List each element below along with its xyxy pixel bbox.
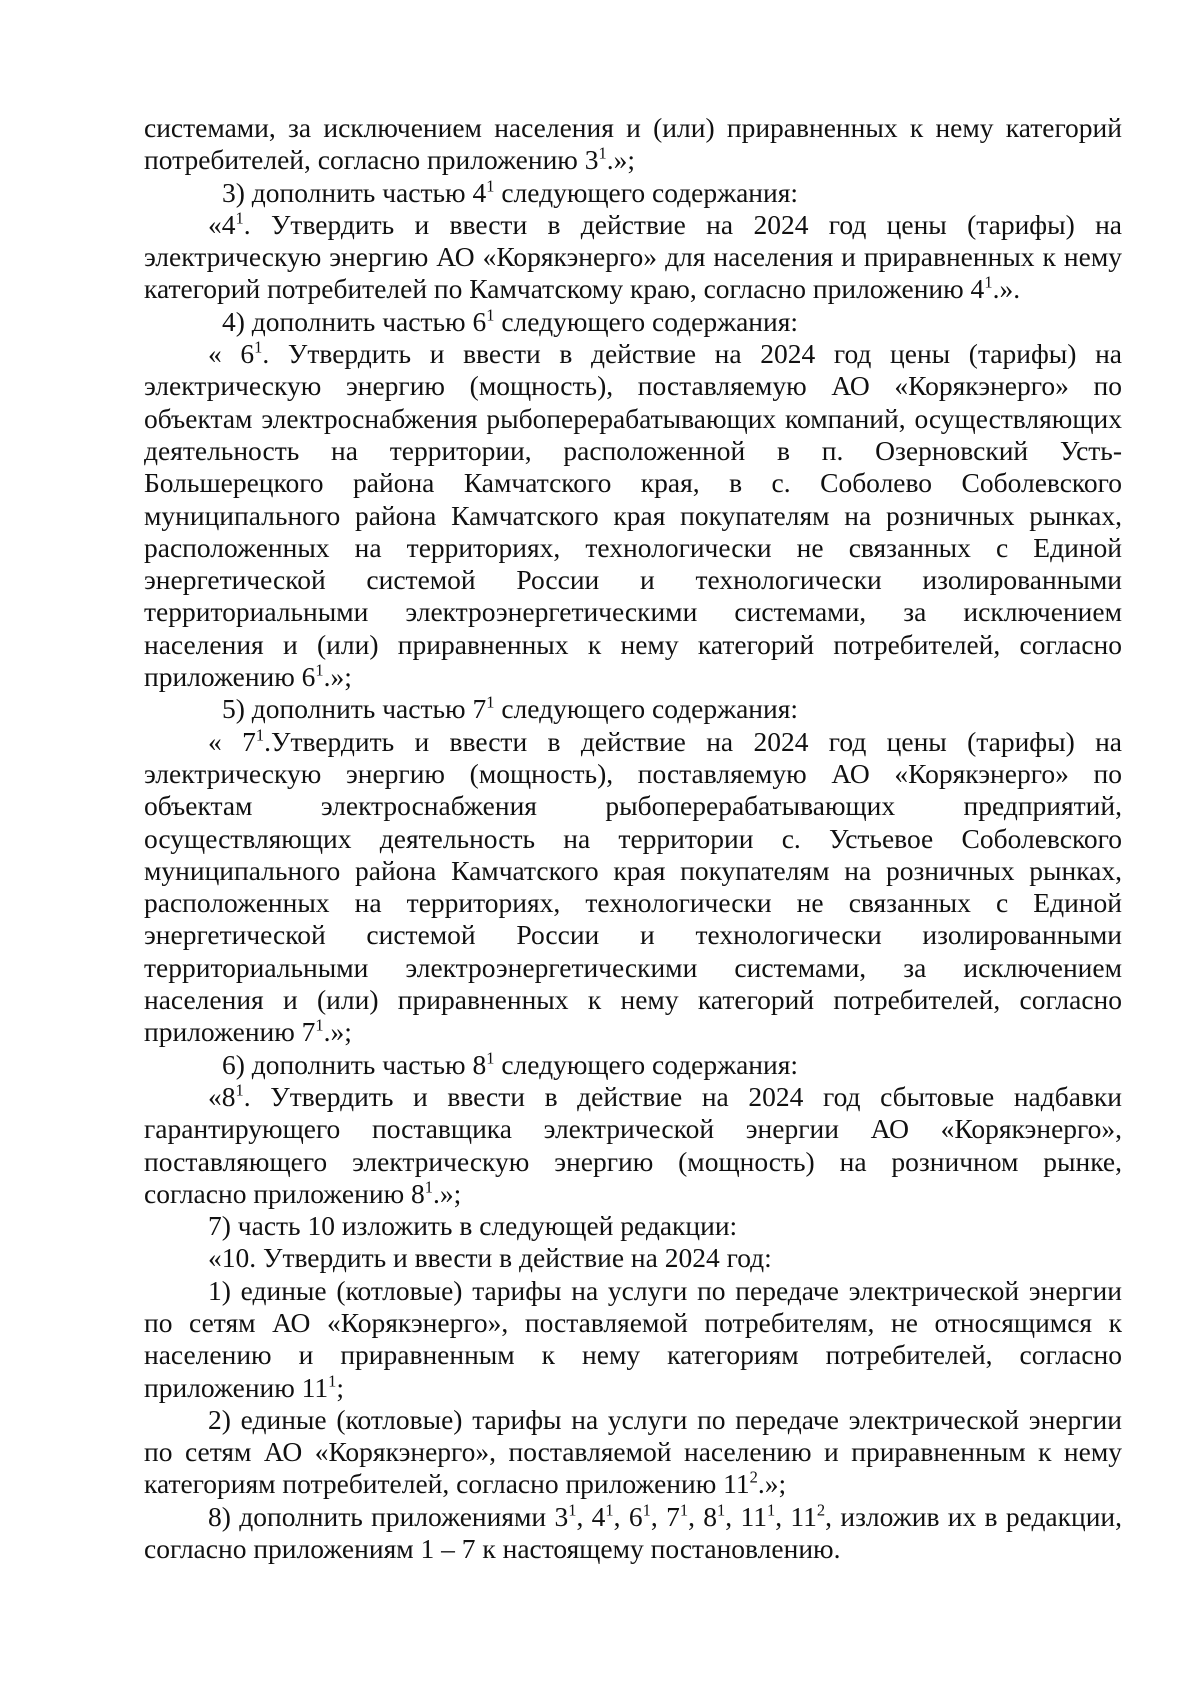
text-fragment: следующего содержания:: [494, 1048, 799, 1080]
text-fragment: .»;: [323, 661, 352, 693]
paragraph-part-10: [144, 1242, 1122, 1274]
text-fragment: 3) дополнить частью 4: [222, 176, 487, 208]
superscript: 1: [598, 143, 607, 163]
paragraph-item-8: [144, 1501, 1122, 1566]
text-fragment: 4) дополнить частью 6: [222, 305, 487, 337]
text-fragment: 7) часть 10 изложить в следующей редакции:: [208, 1210, 738, 1242]
text-fragment: ;: [336, 1371, 345, 1403]
text-fragment: , 6: [613, 1500, 643, 1532]
superscript: 1: [605, 1500, 614, 1520]
text-fragment: системами, за исключением населения и (или) приравненных к нему категорий потребителей, согласно приложению 3: [144, 112, 1122, 176]
superscript: 1: [235, 208, 244, 228]
text-fragment: .»;: [606, 144, 635, 176]
text-fragment: .»;: [432, 1177, 462, 1209]
text-fragment: , 11: [725, 1500, 767, 1532]
superscript: 1: [315, 660, 324, 680]
superscript: 2: [816, 1500, 826, 1520]
text-fragment: следующего содержания:: [494, 305, 799, 337]
text-fragment: «10. Утвердить и ввести в действие на 2024 год:: [208, 1242, 772, 1274]
superscript: 1: [679, 1500, 689, 1520]
text-fragment: .».: [992, 273, 1021, 305]
paragraph-part-7-1: [144, 726, 1122, 1049]
text-fragment: , 8: [688, 1500, 718, 1532]
superscript: 1: [328, 1370, 337, 1390]
text-fragment: «4: [208, 208, 236, 240]
text-fragment: « 7: [208, 725, 256, 757]
text-fragment: 8) дополнить приложениями 3: [208, 1500, 569, 1532]
text-fragment: , 11: [775, 1500, 817, 1532]
text-fragment: 5) дополнить частью 7: [222, 693, 487, 725]
superscript: 1: [254, 337, 263, 357]
superscript: 1: [568, 1500, 577, 1520]
paragraph-item-7-heading: [144, 1210, 1122, 1242]
superscript: 1: [486, 175, 495, 195]
text-fragment: , изложив их в редакции, согласно приложениям 1 – 7 к настоящему постановлению.: [144, 1500, 1123, 1565]
paragraph-part-4-1: [144, 209, 1122, 306]
superscript: 1: [717, 1500, 726, 1520]
text-fragment: « 6: [208, 338, 255, 370]
text-fragment: следующего содержания:: [494, 176, 799, 208]
text-fragment: , 4: [576, 1500, 606, 1532]
superscript: 1: [642, 1500, 651, 1520]
superscript: 1: [486, 692, 495, 712]
paragraph-item-3-heading: [144, 177, 1122, 209]
text-fragment: . Утвердить и ввести в действие на 2024 год цены (тарифы) на электрическую энергию (мощность), поставляемую АО «Корякэнерго» по объектам электроснабжения рыбоперерабатывающих компаний, осуществляющих деятельность на территории, расположенной в п. Озерновский Усть-Большерецкого района Камчатского края, в с. Соболево Соболевского муниципального района Камчатского края покупателям на розничных рынках, расположенных на территориях, технологически не связанных с Единой энергетической системой России и технологически изолированными территориальными электроэнергетическими системами, за исключением населения и (или) приравненных к нему категорий потребителей, согласно приложению 6: [144, 338, 1122, 693]
document-page: [144, 112, 1122, 1565]
paragraph-part-10-sub-2: [144, 1404, 1122, 1501]
paragraph-continuation: [144, 112, 1122, 177]
text-fragment: 1) единые (котловые) тарифы на услуги по передаче электрической энергии по сетям АО «Корякэнерго», поставляемой потребителям, не относящимся к населению и приравненным к нему категориям потребителей, согласно приложению 11: [144, 1274, 1122, 1403]
superscript: 1: [255, 724, 265, 744]
text-fragment: . Утвердить и ввести в действие на 2024 год сбытовые надбавки гарантирующего поставщика электрической энергии АО «Корякэнерго», поставляющего электрическую энергию (мощность) на розничном рынке, согласно приложению 8: [144, 1080, 1122, 1209]
text-fragment: , 7: [650, 1500, 680, 1532]
paragraph-part-10-sub-1: [144, 1275, 1122, 1404]
paragraph-item-4-heading: [144, 306, 1122, 338]
superscript: 1: [486, 305, 495, 325]
superscript: 1: [424, 1177, 433, 1197]
superscript: 1: [766, 1500, 776, 1520]
superscript: 1: [984, 272, 993, 292]
paragraph-item-5-heading: [144, 693, 1122, 725]
superscript: 2: [749, 1467, 758, 1487]
text-fragment: следующего содержания:: [494, 693, 799, 725]
paragraph-item-6-heading: [144, 1049, 1122, 1081]
text-fragment: 2) единые (котловые) тарифы на услуги по передаче электрической энергии по сетям АО «Корякэнерго», поставляемой населению и приравненным к нему категориям потребителей, согласно приложению 11: [144, 1403, 1122, 1500]
text-fragment: .»;: [323, 1016, 352, 1048]
text-fragment: 6) дополнить частью 8: [222, 1048, 487, 1080]
text-fragment: «8: [208, 1080, 236, 1112]
text-fragment: .»;: [757, 1468, 787, 1500]
text-fragment: . Утвердить и ввести в действие на 2024 год цены (тарифы) на электрическую энергию АО «Корякэнерго» для населения и приравненных к нему категорий потребителей по Камчатскому краю, согласно приложению 4: [144, 208, 1122, 305]
superscript: 1: [315, 1015, 324, 1035]
superscript: 1: [486, 1047, 495, 1067]
paragraph-part-8-1: [144, 1081, 1122, 1210]
paragraph-part-6-1: [144, 338, 1122, 693]
text-fragment: .Утвердить и ввести в действие на 2024 год цены (тарифы) на электрическую энергию (мощность), поставляемую АО «Корякэнерго» по объектам электроснабжения рыбоперерабатывающих предприятий, осуществляющих деятельность на территории с. Устьевое Соболевского муниципального района Камчатского края покупателям на розничных рынках, расположенных на территориях, технологически не связанных с Единой энергетической системой России и технологически изолированными территориальными электроэнергетическими системами, за исключением населения и (или) приравненных к нему категорий потребителей, согласно приложению 7: [144, 725, 1123, 1048]
superscript: 1: [235, 1080, 244, 1100]
